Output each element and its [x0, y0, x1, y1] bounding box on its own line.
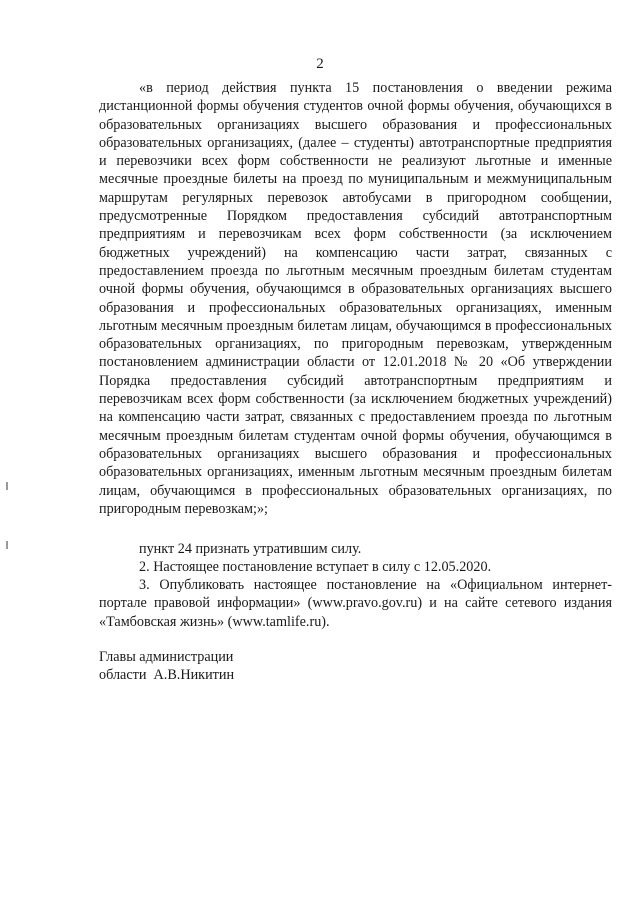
signature-title-line1: Главы администрации [99, 649, 234, 665]
signature-title-region: области [99, 667, 147, 683]
signature-title-line2 [99, 666, 234, 684]
scan-margin-mark [6, 541, 8, 549]
signature-block [99, 648, 234, 684]
item-2-paragraph: 2. Настоящее постановление вступает в силу с 12.05.2020. [139, 559, 492, 575]
amendment-quote-paragraph: «в период действия пункта 15 постановления о введении режима дистанционной формы обучения студентов очной формы обучения, обучающихся в образовательных организациях высшего образования и профессиональных образовательных организациях, (далее – студенты) автотранспортные предприятия и перевозчики всех форм собственности не реализуют льготные и именные месячные проездные билеты на проезд по муниципальным и межмуниципальным маршрутам регулярных перевозок автобусами в пригородном сообщении, предусмотренные Порядком предоставления субсидий автотранспортным предприятиям и перевозчикам всех форм собственности (за исключением бюджетных учреждений) на компенсацию части затрат, связанных с предоставлением проезда по льготным месячным проездным билетам студентам очной формы обучения, обучающимся в образовательных организациях высшего образования и профессиональных образовательных организациях, именным льготным месячным проездным билетам лицам, обучающимся в профессиональных образовательных организациях, по пригородным перевозкам, утвержденным постановлением администрации области от 12.01.2018 № 20 «Об утверждении Порядка предоставления субсидий автотранспортным предприятиям и перевозчикам всех форм собственности (за исключением бюджетных учреждений) на компенсацию части затрат, связанных с предоставлением проезда по льготным месячным проездным билетам студентам очной формы обучения, обучающимся в образовательных организациях высшего образования и профессиональных образовательных организациях, именным льготным месячным проездным билетам лицам, обучающимся в профессиональных образовательных организациях, по пригородным перевозкам;»; [99, 80, 612, 517]
page-number: 2 [316, 56, 324, 72]
signature-name: А.В.Никитин [153, 667, 235, 683]
item-1-paragraph: пункт 24 признать утратившим силу. [139, 541, 362, 557]
scan-margin-mark [6, 482, 8, 490]
item-3-paragraph: 3. Опубликовать настоящее постановление на «Официальном интернет-портале правовой информации» (www.pravo.gov.ru) и на сайте сетевого издания «Тамбовская жизнь» (www.tamlife.ru). [99, 577, 612, 630]
